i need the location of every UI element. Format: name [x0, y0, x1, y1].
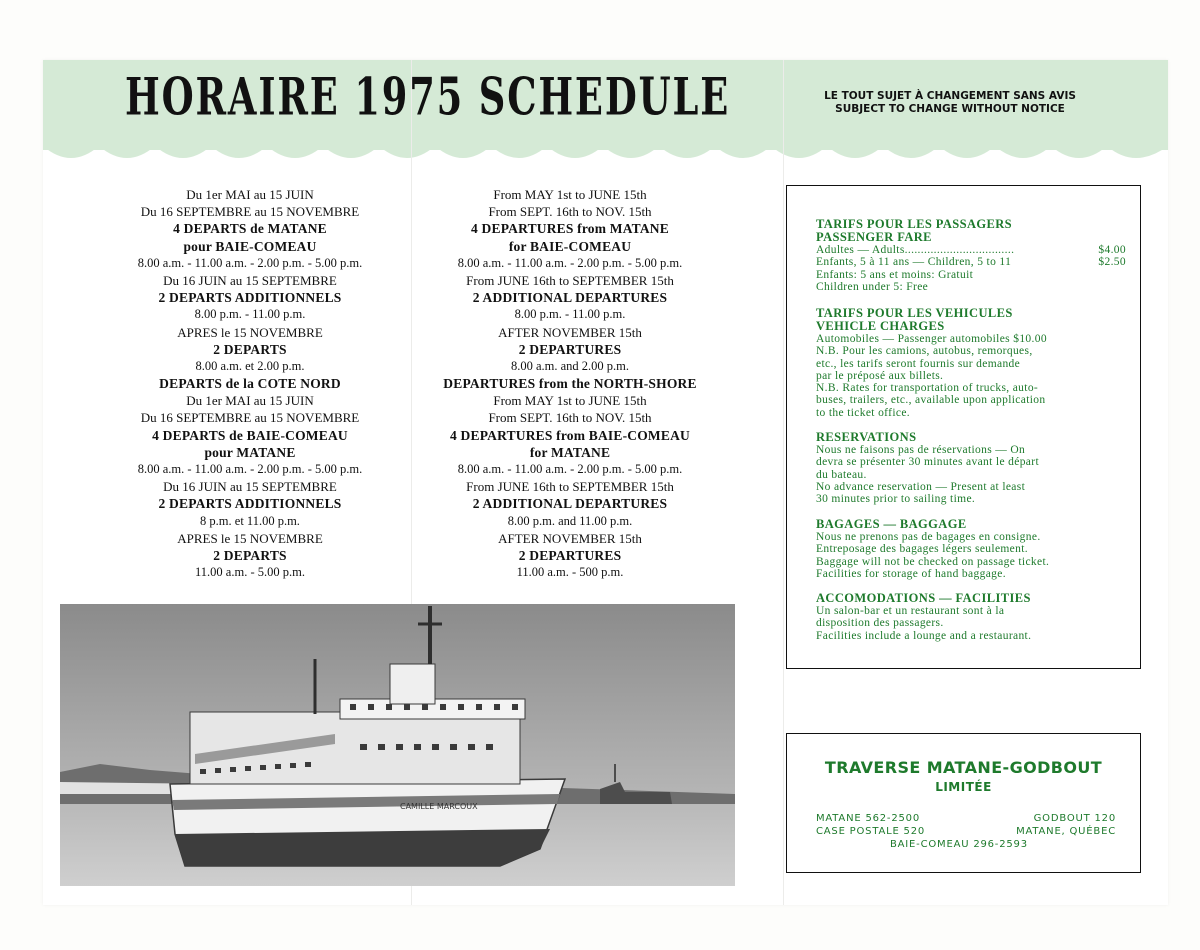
company-name: TRAVERSE MATANE-GODBOUT — [824, 758, 1103, 777]
schedule-line: APRES le 15 NOVEMBRE — [177, 530, 323, 546]
schedule-line: 11.00 a.m. - 5.00 p.m. — [195, 565, 305, 580]
schedule-line: From JUNE 16th to SEPTEMBER 15th — [466, 272, 674, 288]
schedule-line: 2 ADDITIONAL DEPARTURES — [472, 496, 668, 512]
facilities-text — [816, 605, 1126, 642]
schedule-line: 2 DEPARTS — [213, 341, 287, 357]
vehicle-heading-fr: TARIFS POUR LES VEHICULES — [816, 306, 1013, 320]
facilities — [816, 592, 1126, 642]
fold-line — [783, 60, 784, 905]
schedule-line: Du 16 SEPTEMBRE au 15 NOVEMBRE — [140, 204, 360, 220]
schedule-line: 4 DEPARTS de MATANE — [173, 221, 327, 237]
fare-label: Adultes — Adults.................................. — [816, 244, 1015, 256]
text-line: Facilities include a lounge and a restaurant. — [816, 629, 1032, 642]
schedule-line: AFTER NOVEMBER 15th — [498, 324, 642, 340]
phone-godbout: GODBOUT 120 — [1033, 813, 1116, 824]
schedule-line: 8.00 a.m. - 11.00 a.m. - 2.00 p.m. - 5.00 p.m. — [137, 462, 363, 476]
schedule-line: 8 p.m. et 11.00 p.m. — [200, 513, 300, 528]
schedule-line: pour MATANE — [204, 444, 296, 460]
notice-en: SUBJECT TO CHANGE WITHOUT NOTICE — [835, 103, 1065, 115]
schedule-line: for BAIE-COMEAU — [508, 238, 632, 254]
text-line: disposition des passagers. — [816, 617, 944, 630]
text-line: Facilities for storage of hand baggage. — [816, 567, 1006, 580]
schedule-line: 8.00 p.m. and 11.00 p.m. — [507, 513, 633, 528]
text-line: Nous ne faisons pas de réservations — On — [816, 444, 1026, 456]
text-line: N.B. Pour les camions, autobus, remorques, — [816, 345, 1033, 358]
schedule-line: From MAY 1st to JUNE 15th — [493, 187, 647, 202]
schedule-line: 4 DEPARTURES from MATANE — [471, 221, 669, 237]
schedule-line: 4 DEPARTURES from BAIE-COMEAU — [450, 427, 690, 443]
schedule-line: 8.00 p.m. - 11.00 p.m. — [514, 307, 626, 322]
text-line: Automobiles — Passenger automobiles $10.00 — [816, 333, 1047, 345]
fare-price: $4.00 — [1098, 244, 1126, 256]
schedule-line: From MAY 1st to JUNE 15th — [493, 393, 647, 409]
phone-baie-comeau: BAIE-COMEAU 296-2593 — [890, 839, 1028, 850]
schedule-line: 2 ADDITIONAL DEPARTURES — [472, 290, 668, 306]
schedule-french — [70, 186, 430, 581]
schedule-line: Du 1er MAI au 15 JUIN — [186, 187, 314, 202]
baggage-text — [816, 531, 1126, 580]
schedule-line: DEPARTS de la COTE NORD — [159, 376, 341, 392]
schedule-line: 2 DEPARTURES — [518, 341, 622, 357]
fare-row-adults — [816, 244, 1126, 256]
ship-name: CAMILLE MARCOUX — [400, 802, 478, 811]
baggage-heading: BAGAGES — BAGGAGE — [816, 517, 967, 531]
schedule-line: 2 DEPARTS ADDITIONNELS — [158, 496, 342, 512]
po-box: CASE POSTALE 520 — [816, 826, 926, 837]
page-title: HORAIRE 1975 SCHEDULE — [125, 67, 731, 128]
change-notice — [805, 90, 1095, 116]
schedule-line: APRES le 15 NOVEMBRE — [177, 324, 323, 340]
fare-price: $2.50 — [1098, 256, 1126, 269]
ferry-photo — [60, 604, 735, 886]
schedule-line: From SEPT. 16th to NOV. 15th — [488, 410, 652, 426]
reservations-text — [816, 444, 1126, 505]
schedule-line: 2 DEPARTURES — [518, 547, 622, 563]
text-line: par le préposé aux billets. — [816, 369, 944, 382]
text-line: Un salon-bar et un restaurant sont à la — [816, 605, 1005, 617]
schedule-line: 4 DEPARTS de BAIE-COMEAU — [152, 427, 348, 443]
passenger-fares — [816, 218, 1126, 293]
fares-heading-en: PASSENGER FARE — [816, 230, 932, 244]
vehicle-heading-en: VEHICLE CHARGES — [816, 319, 945, 333]
company-suffix: LIMITÉE — [935, 780, 992, 794]
text-line: Entreposage des bagages légers seulement. — [816, 543, 1029, 556]
schedule-line: Du 16 JUIN au 15 SEPTEMBRE — [163, 272, 337, 288]
schedule-line: 8.00 a.m. and 2.00 p.m. — [510, 358, 630, 373]
ship-illustration — [60, 604, 735, 886]
fare-row-children — [816, 256, 1126, 268]
text-line: No advance reservation — Present at least — [816, 480, 1026, 493]
vehicle-text — [816, 333, 1126, 419]
text-line: Baggage will not be checked on passage ticket. — [816, 555, 1050, 568]
schedule-line: 11.00 a.m. - 500 p.m. — [516, 565, 624, 580]
schedule-line: 2 DEPARTS — [213, 547, 287, 563]
schedule-line: 8.00 a.m. - 11.00 a.m. - 2.00 p.m. - 5.00 p.m. — [137, 255, 363, 270]
schedule-line: 8.00 a.m. - 11.00 a.m. - 2.00 p.m. - 5.00 p.m. — [457, 255, 683, 270]
schedule-line: 8.00 a.m. et 2.00 p.m. — [195, 358, 305, 373]
reservations — [816, 431, 1126, 505]
schedule-english — [405, 186, 735, 581]
schedule-line: AFTER NOVEMBER 15th — [498, 530, 642, 546]
fares-heading-fr: TARIFS POUR LES PASSAGERS — [816, 217, 1013, 231]
schedule-line: 8.00 p.m. - 11.00 p.m. — [194, 307, 306, 322]
text-line: 30 minutes prior to sailing time. — [816, 493, 976, 506]
text-line: N.B. Rates for transportation of trucks, auto- — [816, 382, 1039, 395]
schedule-line: Du 16 JUIN au 15 SEPTEMBRE — [163, 479, 337, 495]
text-line: devra se présenter 30 minutes avant le départ — [816, 456, 1039, 469]
schedule-line: DEPARTURES from the NORTH-SHORE — [443, 376, 697, 392]
city: MATANE, QUÉBEC — [1016, 826, 1116, 837]
schedule-line: 8.00 a.m. - 11.00 a.m. - 2.00 p.m. - 5.00 p.m. — [457, 462, 683, 476]
rates-box — [786, 185, 1141, 669]
baggage — [816, 518, 1126, 580]
schedule-line: pour BAIE-COMEAU — [183, 238, 317, 254]
text-line: buses, trailers, etc., available upon application — [816, 394, 1046, 407]
fare-free-fr: Enfants: 5 ans et moins: Gratuit — [816, 268, 974, 281]
vehicle-charges — [816, 307, 1126, 419]
reservations-heading: RESERVATIONS — [816, 430, 917, 444]
schedule-line: 2 DEPARTS ADDITIONNELS — [158, 290, 342, 306]
text-line: du bateau. — [816, 468, 867, 481]
text-line: Nous ne prenons pas de bagages en consigne. — [816, 531, 1041, 543]
facilities-heading: ACCOMODATIONS — FACILITIES — [816, 591, 1031, 605]
schedule-line: Du 16 SEPTEMBRE au 15 NOVEMBRE — [140, 410, 360, 426]
schedule-line: From SEPT. 16th to NOV. 15th — [488, 204, 652, 220]
phone-matane: MATANE 562-2500 — [816, 813, 920, 824]
text-line: etc., les tarifs seront fournis sur demande — [816, 357, 1021, 370]
schedule-line: From JUNE 16th to SEPTEMBER 15th — [466, 479, 674, 495]
text-line: to the ticket office. — [816, 406, 910, 419]
schedule-line: Du 1er MAI au 15 JUIN — [186, 393, 314, 409]
scallop-border — [43, 146, 1168, 170]
fare-label: Enfants, 5 à 11 ans — Children, 5 to 11 — [816, 256, 1012, 269]
schedule-line: for MATANE — [529, 444, 611, 460]
notice-fr: LE TOUT SUJET À CHANGEMENT SANS AVIS — [824, 90, 1076, 102]
fare-free-en: Children under 5: Free — [816, 280, 929, 293]
company-box — [786, 733, 1141, 873]
